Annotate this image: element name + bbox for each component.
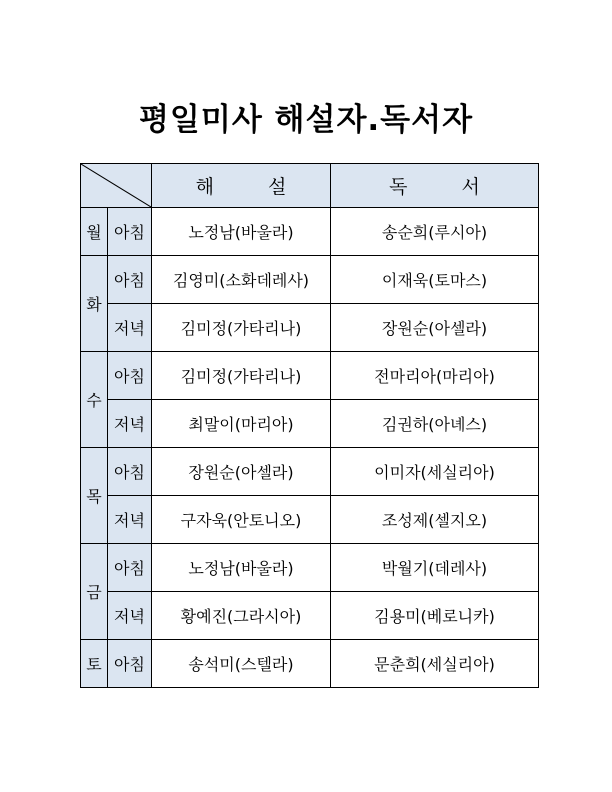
time-cell: 저녁 [108, 400, 152, 448]
header-row [81, 164, 539, 208]
page-title: 평일미사 해설자.독서자 [138, 102, 474, 138]
corner-cell [81, 164, 152, 208]
reader-cell: 김용미(베로니카) [331, 592, 539, 640]
table-row [81, 448, 539, 496]
time-cell: 아침 [108, 448, 152, 496]
reader-cell: 이재욱(토마스) [331, 256, 539, 304]
table-row [81, 400, 539, 448]
reader-cell: 전마리아(마리아) [331, 352, 539, 400]
reader-cell: 김권하(아녜스) [331, 400, 539, 448]
reader-header-char-1: 독 [389, 176, 408, 198]
table-row [81, 640, 539, 688]
commentator-cell: 김영미(소화데레사) [152, 256, 331, 304]
table-row [81, 544, 539, 592]
day-cell: 금 [81, 544, 108, 640]
table-row [81, 256, 539, 304]
time-cell: 저녁 [108, 592, 152, 640]
reader-cell: 박월기(데레사) [331, 544, 539, 592]
commentator-header [152, 164, 331, 208]
table-row [81, 208, 539, 256]
diagonal-line-icon [81, 164, 151, 207]
commentator-cell: 노정남(바울라) [152, 544, 331, 592]
table-row [81, 496, 539, 544]
schedule-table [80, 163, 539, 688]
time-cell: 아침 [108, 256, 152, 304]
day-cell: 월 [81, 208, 108, 256]
commentator-cell: 구자욱(안토니오) [152, 496, 331, 544]
time-cell: 아침 [108, 544, 152, 592]
time-cell: 아침 [108, 640, 152, 688]
day-cell: 목 [81, 448, 108, 544]
commentator-cell: 장원순(아셀라) [152, 448, 331, 496]
reader-header [331, 164, 539, 208]
commentator-cell: 송석미(스텔라) [152, 640, 331, 688]
reader-cell: 이미자(세실리아) [331, 448, 539, 496]
commentator-cell: 최말이(마리아) [152, 400, 331, 448]
commentator-header-char-1: 해 [195, 176, 214, 198]
commentator-cell: 황예진(그라시아) [152, 592, 331, 640]
time-cell: 저녁 [108, 304, 152, 352]
time-cell: 저녁 [108, 496, 152, 544]
reader-cell: 장원순(아셀라) [331, 304, 539, 352]
commentator-cell: 김미정(가타리나) [152, 304, 331, 352]
day-cell: 토 [81, 640, 108, 688]
day-cell: 수 [81, 352, 108, 448]
reader-cell: 송순희(루시아) [331, 208, 539, 256]
time-cell: 아침 [108, 352, 152, 400]
commentator-header-char-2: 설 [268, 176, 287, 198]
commentator-cell: 노정남(바울라) [152, 208, 331, 256]
commentator-cell: 김미정(가타리나) [152, 352, 331, 400]
table-row [81, 352, 539, 400]
table-row [81, 592, 539, 640]
reader-header-char-2: 서 [461, 176, 480, 198]
time-cell: 아침 [108, 208, 152, 256]
reader-cell: 조성제(셀지오) [331, 496, 539, 544]
table-row [81, 304, 539, 352]
reader-cell: 문춘희(세실리아) [331, 640, 539, 688]
day-cell: 화 [81, 256, 108, 352]
